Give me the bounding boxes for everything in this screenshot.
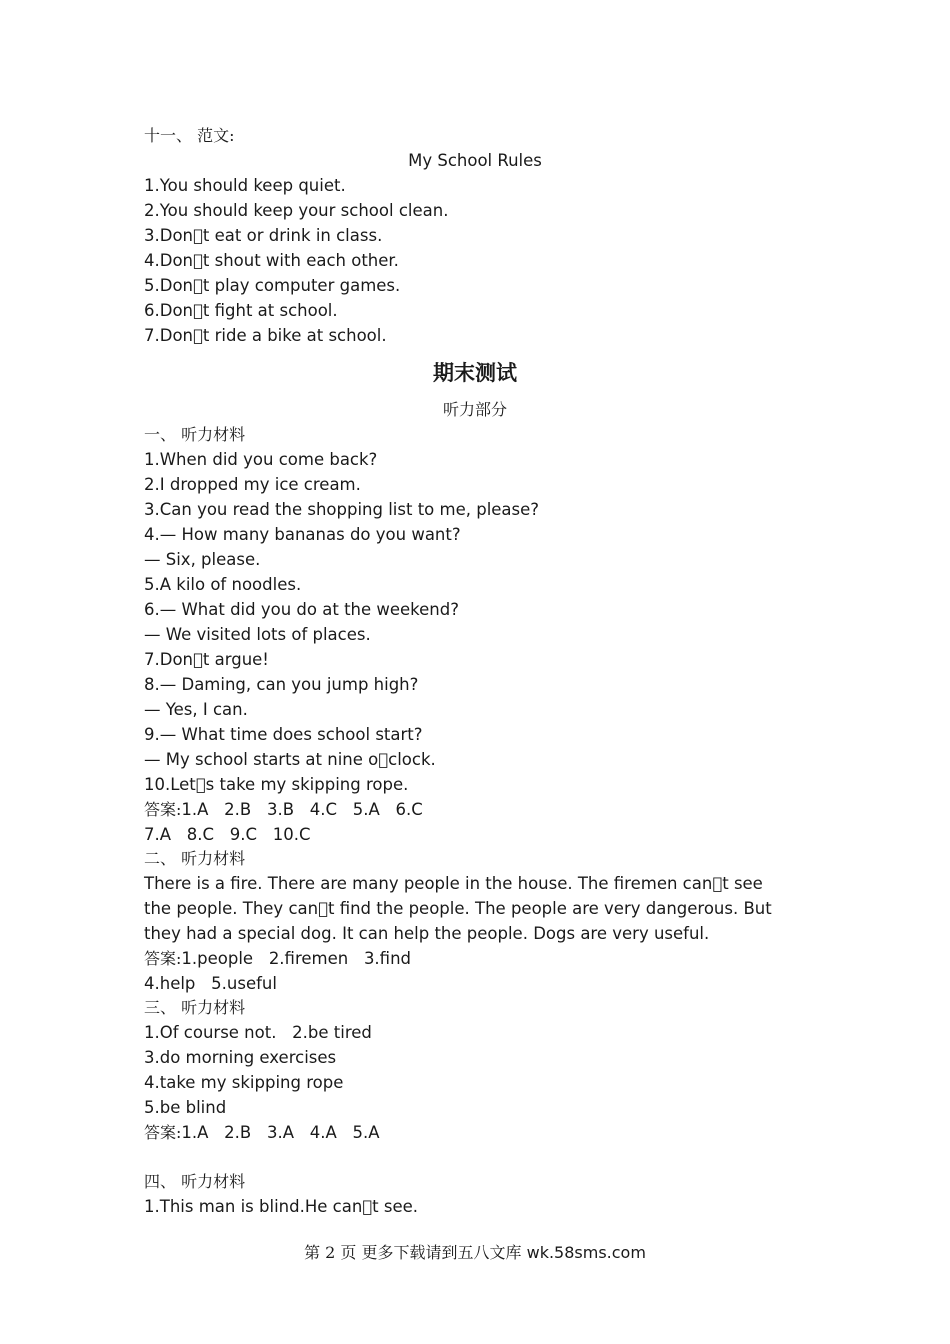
transcript-line: 10.Let s take my skipping rope. [144, 775, 409, 794]
transcript-line: 5.A kilo of noodles. [144, 575, 302, 594]
rule-line: 5.Don t play computer games. [144, 276, 401, 295]
exam-title: 期末测试 [433, 361, 517, 385]
transcript-line: 1.This man is blind.He can t see. [144, 1197, 419, 1216]
transcript-line: 5.be blind [144, 1098, 227, 1117]
answer-line [144, 797, 423, 822]
part4-heading: 四、 听力材料 [144, 1172, 246, 1191]
paragraph-line: There is a fire. There are many people in the house. The firemen can t see [144, 874, 763, 893]
transcript-line: 2.I dropped my ice cream. [144, 475, 361, 494]
part2-heading: 二、 听力材料 [144, 849, 246, 868]
answer-values: 1.A 2.B 3.B 4.C 5.A 6.C [181, 800, 423, 819]
transcript-line: — Yes, I can. [144, 700, 248, 719]
rule-line: 6.Don t fight at school. [144, 301, 338, 320]
paragraph-line: they had a special dog. It can help the people. Dogs are very useful. [144, 924, 710, 943]
part3-heading: 三、 听力材料 [144, 998, 246, 1017]
transcript-line: — My school starts at nine o clock. [144, 750, 436, 769]
transcript-line: — Six, please. [144, 550, 261, 569]
rule-line: 3.Don t eat or drink in class. [144, 226, 383, 245]
section-heading-model-essay: 十一、 范文: [144, 126, 235, 145]
exam-subtitle: 听力部分 [442, 400, 507, 419]
answer-label: 答案: [144, 1123, 182, 1142]
transcript-line: 3.do morning exercises [144, 1048, 337, 1067]
answer-line: 4.help 5.useful [144, 974, 277, 993]
answer-values: 1.A 2.B 3.A 4.A 5.A [181, 1123, 380, 1142]
transcript-line: 8.— Daming, can you jump high? [144, 675, 419, 694]
transcript-line: 7.Don t argue! [144, 650, 269, 669]
answer-values: 1.people 2.firemen 3.find [181, 949, 412, 968]
essay-title: My School Rules [408, 151, 542, 170]
answer-label: 答案: [144, 949, 182, 968]
rule-line: 4.Don t shout with each other. [144, 251, 399, 270]
transcript-line: 4.take my skipping rope [144, 1073, 344, 1092]
transcript-line: 3.Can you read the shopping list to me, please? [144, 500, 540, 519]
transcript-line: — We visited lots of places. [144, 625, 371, 644]
paragraph-line: the people. They can t find the people. The people are very dangerous. But [144, 899, 772, 918]
part1-heading: 一、 听力材料 [144, 425, 246, 444]
footer-site-link[interactable]: wk.58sms.com [526, 1243, 646, 1262]
transcript-line: 4.— How many bananas do you want? [144, 525, 461, 544]
answer-line: 7.A 8.C 9.C 10.C [144, 825, 311, 844]
answer-line [144, 1120, 380, 1145]
transcript-line: 1.When did you come back? [144, 450, 378, 469]
answer-label: 答案: [144, 800, 182, 819]
transcript-line: 6.— What did you do at the weekend? [144, 600, 459, 619]
answer-line [144, 946, 411, 971]
transcript-line: 9.— What time does school start? [144, 725, 423, 744]
footer-text: 第 2 页 更多下载请到五八文库 [304, 1243, 527, 1262]
rule-line: 7.Don t ride a bike at school. [144, 326, 387, 345]
transcript-line: 1.Of course not. 2.be tired [144, 1023, 372, 1042]
rule-line: 1.You should keep quiet. [144, 176, 346, 195]
page-footer [0, 1240, 950, 1265]
rule-line: 2.You should keep your school clean. [144, 201, 449, 220]
